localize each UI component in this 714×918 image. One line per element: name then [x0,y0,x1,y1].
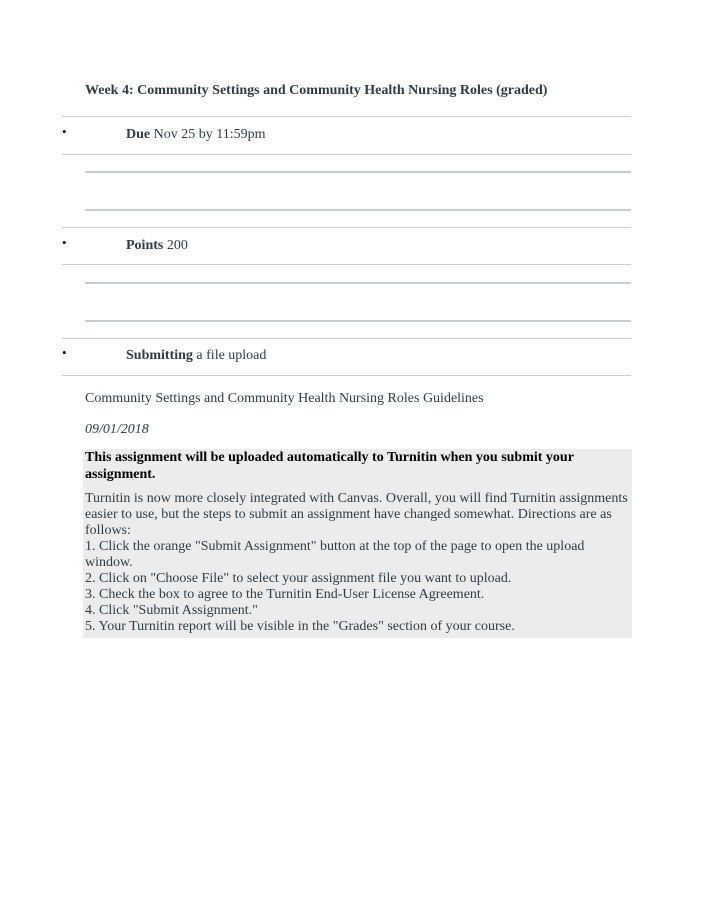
date: 09/01/2018 [85,422,149,437]
notice-title: This assignment will be uploaded automatically to Turnitin when you submit your assignment. [85,450,574,482]
divider [85,209,631,211]
divider [62,338,631,339]
submission-type [126,348,266,364]
points-value: 200 [166,238,188,253]
divider [62,116,631,117]
due-value: Nov 25 by 11:59pm [153,127,266,142]
notice-line: 2. Click on "Choose File" to select your assignment file you want to upload. [85,571,512,586]
bullet-icon: • [62,235,67,250]
guidelines-title: Community Settings and Community Health Nursing Roles Guidelines [85,391,484,406]
divider [62,227,631,228]
bullet-icon: • [62,124,67,139]
notice-line: 3. Check the box to agree to the Turnitin End-User License Agreement. [85,587,485,602]
divider [85,320,631,322]
divider [62,375,631,376]
due-date [126,127,266,143]
divider [85,171,631,173]
submitting-value: a file upload [196,348,267,363]
notice-line: Turnitin is now more closely integrated with Canvas. Overall, you will find Turnitin assignments easier to use, but the steps to submit an assignment have changed somewhat. Directions are as follows: [85,491,628,538]
points-label: Points [126,238,164,253]
divider [85,282,631,284]
divider [62,154,631,155]
bullet-icon: • [62,345,67,360]
notice-line: 5. Your Turnitin report will be visible in the "Grades" section of your course. [85,619,515,634]
submitting-label: Submitting [126,348,193,363]
divider [62,264,631,265]
notice-line: 4. Click "Submit Assignment." [85,603,258,618]
assignment-title: Week 4: Community Settings and Community Health Nursing Roles (graded) [85,83,548,98]
due-label: Due [126,127,151,142]
notice-line: 1. Click the orange "Submit Assignment" button at the top of the page to open the upload window. [85,539,585,570]
notice-body [85,491,632,635]
points [126,238,188,254]
turnitin-notice [83,449,632,638]
